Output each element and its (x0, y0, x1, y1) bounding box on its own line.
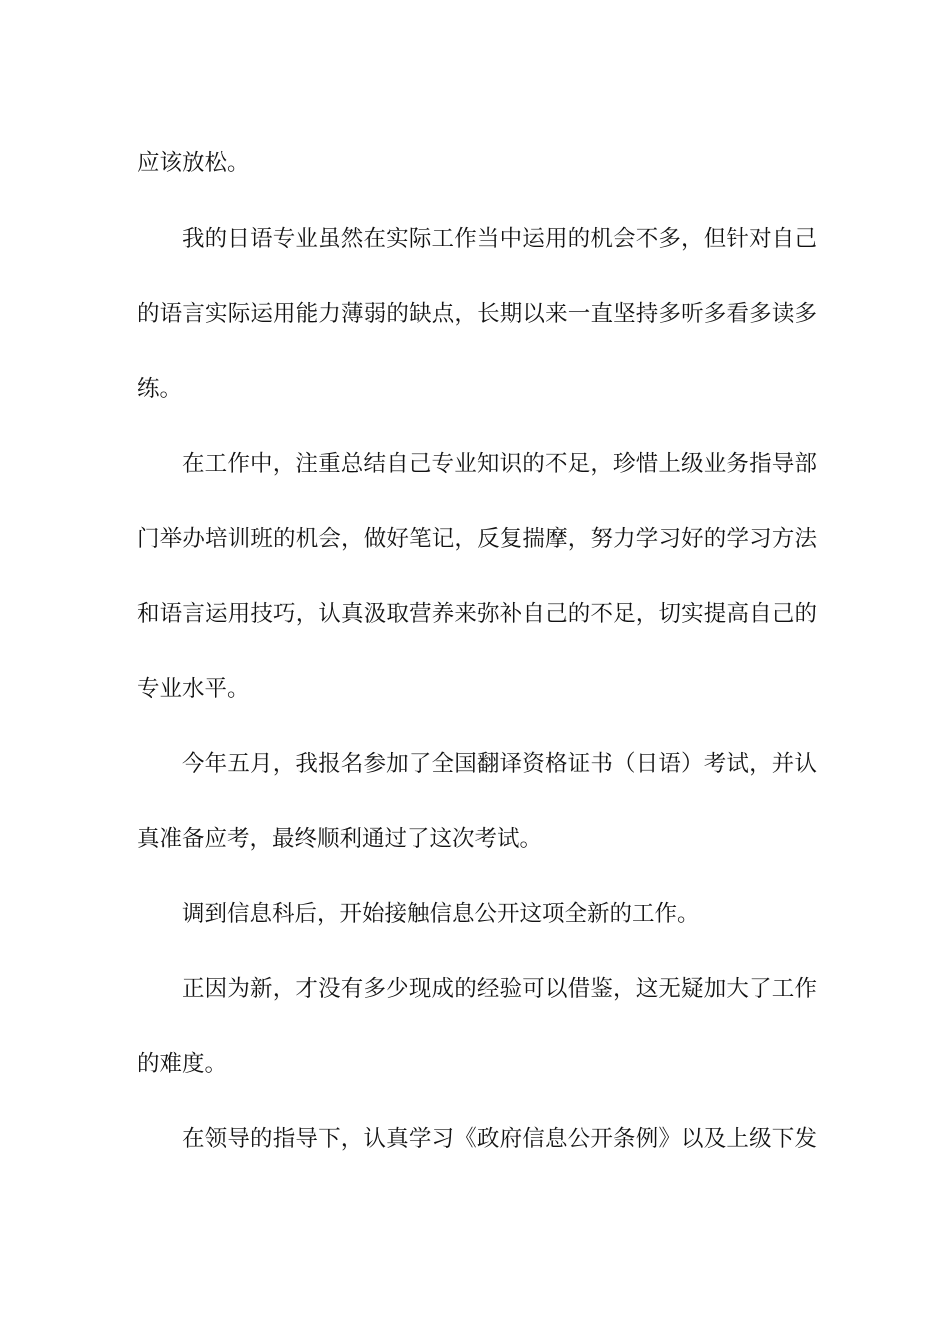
paragraph-first-line: 在领导的指导下，认真学习《政府信息公开条例》以及上级下发 (182, 1126, 817, 1152)
text-line: 的难度。 (137, 1051, 228, 1077)
paragraph-first-line: 调到信息科后，开始接触信息公开这项全新的工作。 (182, 901, 700, 927)
text-line: 和语言运用技巧，认真汲取营养来弥补自己的不足，切实提高自己的 (137, 601, 817, 627)
paragraph-first-line: 今年五月，我报名参加了全国翻译资格证书（日语）考试，并认 (182, 751, 817, 777)
paragraph-first-line: 我的日语专业虽然在实际工作当中运用的机会不多，但针对自己 (182, 226, 817, 252)
text-line: 应该放松。 (137, 150, 250, 176)
text-line: 的语言实际运用能力薄弱的缺点，长期以来一直坚持多听多看多读多 (137, 301, 817, 327)
text-line: 门举办培训班的机会，做好笔记，反复揣摩，努力学习好的学习方法 (137, 526, 817, 552)
paragraph-first-line: 正因为新，才没有多少现成的经验可以借鉴，这无疑加大了工作 (182, 976, 817, 1002)
paragraph-first-line: 在工作中，注重总结自己专业知识的不足，珍惜上级业务指导部 (182, 451, 817, 477)
text-line: 真准备应考，最终顺利通过了这次考试。 (137, 826, 543, 852)
text-line: 专业水平。 (137, 676, 250, 702)
text-line: 练。 (137, 376, 183, 402)
